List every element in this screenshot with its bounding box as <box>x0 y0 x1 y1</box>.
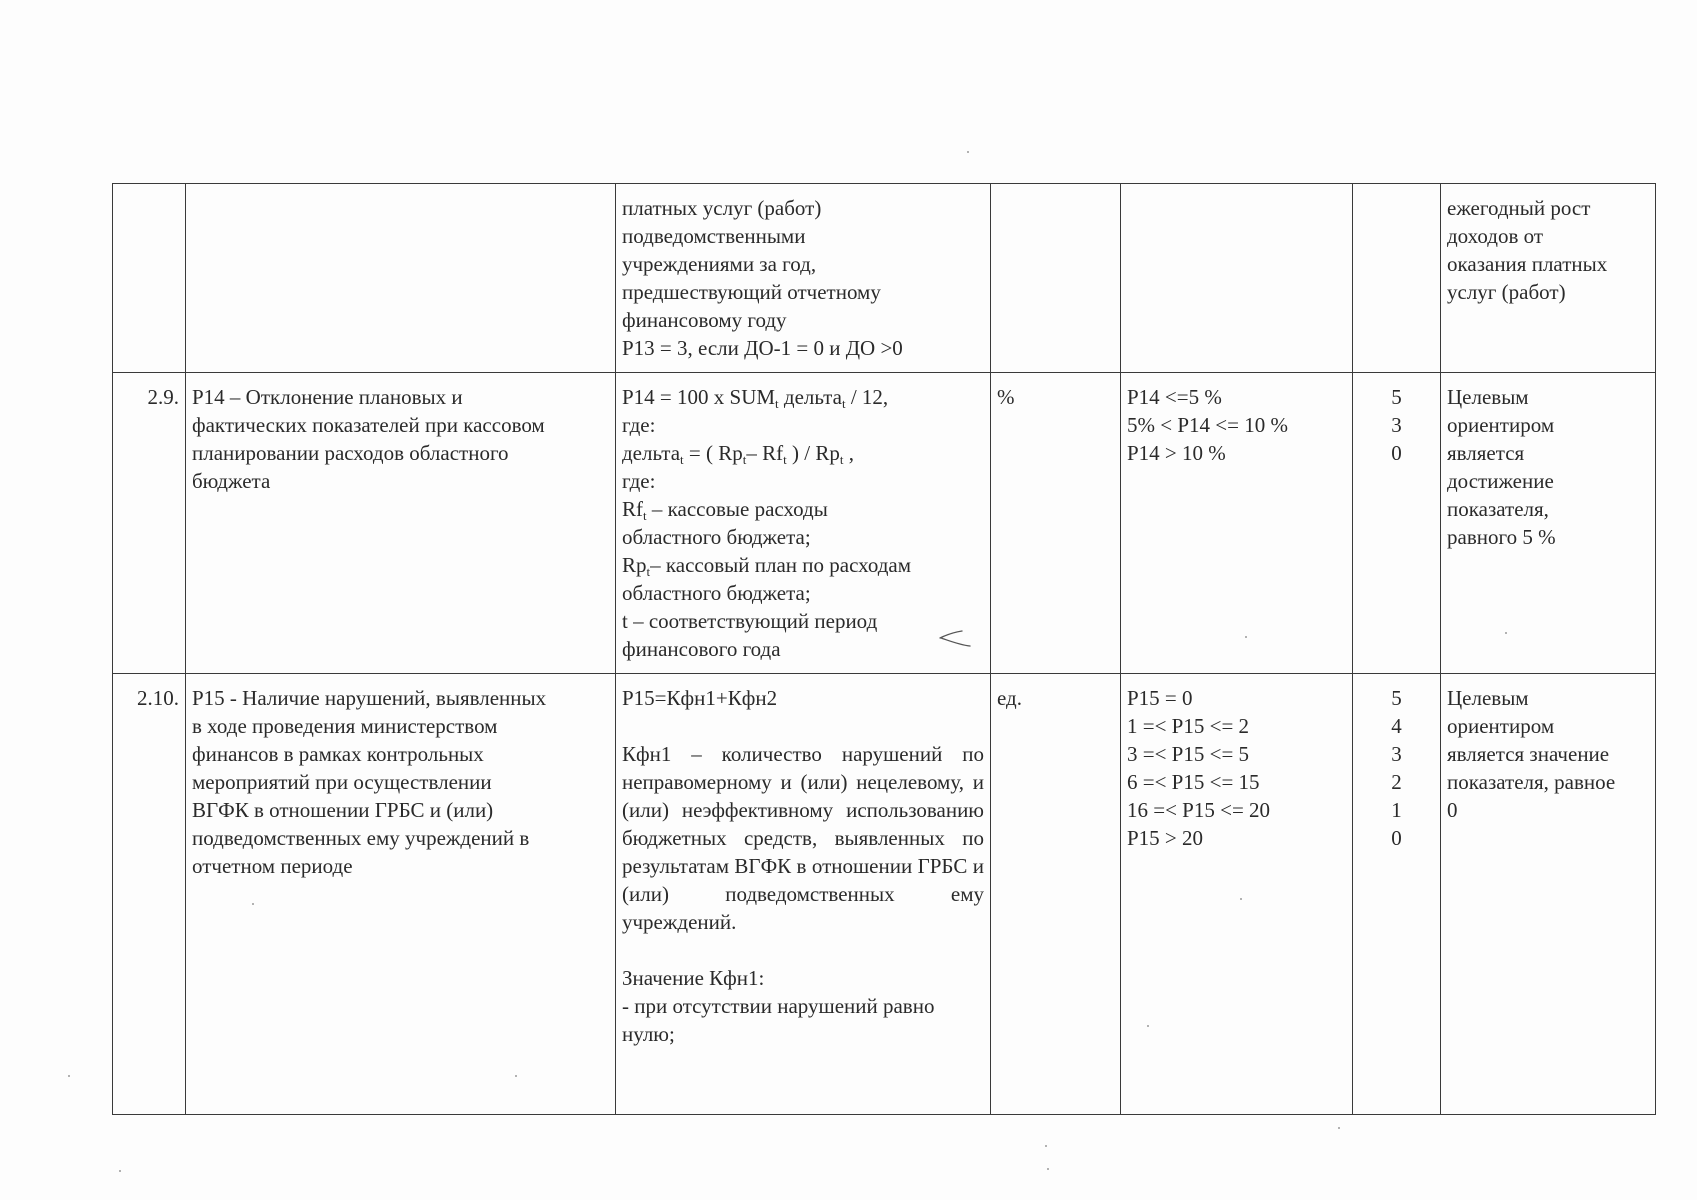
scan-speck <box>1147 1025 1149 1027</box>
points-value: 0 <box>1391 441 1402 465</box>
note-line: ориентиром <box>1447 714 1555 738</box>
scan-speck <box>1505 632 1507 634</box>
cell-formula <box>616 674 991 1115</box>
indicator-name-line: фактических показателей при кассовом <box>192 413 545 437</box>
cell-conditions <box>1121 184 1353 373</box>
note-line: Целевым <box>1447 385 1529 409</box>
formula-line: P15=Кфн1+Кфн2 <box>622 686 778 710</box>
indicator-name-line: в ходе проведения министерством <box>192 714 498 738</box>
cell-number <box>113 674 186 1115</box>
cell-points <box>1353 373 1441 674</box>
condition-line: P15 = 0 <box>1127 686 1193 710</box>
indicator-name-line: ВГФК в отношении ГРБС и (или) <box>192 798 494 822</box>
cell-conditions <box>1121 373 1353 674</box>
formula-line: учреждениями за год, <box>622 252 817 276</box>
unit-label: % <box>997 385 1015 409</box>
scan-speck <box>1245 636 1247 638</box>
scan-speck <box>1338 1127 1340 1129</box>
scan-speck <box>1045 1145 1047 1147</box>
spacer <box>622 712 984 740</box>
formula-line: $Rp_t-$ кассовый план по расходам <box>622 553 912 579</box>
note-line: услуг (работ) <box>1447 280 1566 304</box>
table-row <box>113 184 1656 373</box>
points-value: 1 <box>1391 798 1402 822</box>
cell-formula <box>616 373 991 674</box>
formula-line: P13 = 3, если ДО-1 = 0 и ДО >0 <box>622 336 903 360</box>
indicator-name-line: отчетном периоде <box>192 854 353 878</box>
formula-line: - при отсутствии нарушений равно <box>622 994 935 1018</box>
note-line: ежегодный рост <box>1447 196 1591 220</box>
cell-number <box>113 184 186 373</box>
condition-line: 3 =< P15 <= 5 <box>1127 742 1250 766</box>
note-line: показателя, равное <box>1447 770 1616 794</box>
indicator-name-line: подведомственных ему учреждений в <box>192 826 530 850</box>
formula-line: где: <box>622 469 656 493</box>
formula-line: нулю; <box>622 1022 675 1046</box>
table-row <box>113 373 1656 674</box>
formula-line: $Rf_t$ – кассовые расходы <box>622 497 828 523</box>
scan-speck <box>967 151 969 153</box>
points-value: 3 <box>1391 413 1402 437</box>
row-number: 2.10. <box>137 686 179 710</box>
table-row <box>113 674 1656 1115</box>
note-line: является значение <box>1447 742 1610 766</box>
indicator-name-line: финансов в рамках контрольных <box>192 742 484 766</box>
note-line: показателя, <box>1447 497 1549 521</box>
formula-line: областного бюджета; <box>622 581 811 605</box>
condition-line: P14 > 10 % <box>1127 441 1226 465</box>
cell-indicator-name <box>186 373 616 674</box>
formula-description: Кфн1 – количество нарушений по неправомерному и (или) нецелевому, и (или) неэффективному использованию бюджетных средств, выявленных по результатам ВГФК в отношении ГРБС и (или) подведомственных ему учреждений. <box>622 742 984 934</box>
note-line: 0 <box>1447 798 1458 822</box>
cell-conditions <box>1121 674 1353 1115</box>
indicator-name-line: P15 - Наличие нарушений, выявленных <box>192 686 547 710</box>
points-value: 3 <box>1391 742 1402 766</box>
cell-indicator-name <box>186 674 616 1115</box>
points-value: 5 <box>1391 686 1402 710</box>
scan-speck <box>1047 1168 1049 1170</box>
cell-number <box>113 373 186 674</box>
condition-line: P14 <=5 % <box>1127 385 1222 409</box>
scan-speck <box>1240 898 1242 900</box>
note-line: Целевым <box>1447 686 1529 710</box>
cell-note <box>1441 373 1656 674</box>
formula-line: где: <box>622 413 656 437</box>
spacer <box>622 936 984 964</box>
note-line: ориентиром <box>1447 413 1555 437</box>
condition-line: 16 =< P15 <= 20 <box>1127 798 1271 822</box>
note-line: является <box>1447 441 1525 465</box>
formula-line: финансовому году <box>622 308 787 332</box>
scan-speck <box>252 903 254 905</box>
cell-unit <box>991 373 1121 674</box>
condition-line: 6 =< P15 <= 15 <box>1127 770 1260 794</box>
cell-note <box>1441 674 1656 1115</box>
points-value: 0 <box>1391 826 1402 850</box>
formula-line: t – соответствующий период <box>622 609 878 633</box>
scan-speck <box>68 1075 70 1077</box>
formula-line: Значение Кфн1: <box>622 966 765 990</box>
cell-unit <box>991 184 1121 373</box>
condition-line: 5% < P14 <= 10 % <box>1127 413 1288 437</box>
note-line: доходов от <box>1447 224 1544 248</box>
points-value: 5 <box>1391 385 1402 409</box>
condition-line: 1 =< P15 <= 2 <box>1127 714 1250 738</box>
cell-indicator-name <box>186 184 616 373</box>
cell-points <box>1353 674 1441 1115</box>
scan-speck <box>515 1075 517 1077</box>
unit-label: ед. <box>997 686 1022 710</box>
note-line: оказания платных <box>1447 252 1608 276</box>
note-line: равного 5 % <box>1447 525 1556 549</box>
formula-line: платных услуг (работ) <box>622 196 822 220</box>
cell-points <box>1353 184 1441 373</box>
criteria-table <box>112 183 1656 1115</box>
formula-line: подведомственными <box>622 224 806 248</box>
formula-line: областного бюджета; <box>622 525 811 549</box>
note-line: достижение <box>1447 469 1554 493</box>
formula-line: предшествующий отчетному <box>622 280 881 304</box>
condition-line: P15 > 20 <box>1127 826 1204 850</box>
formula-line: P14 = 100 x $SUM_t$ дельта$_t$ / 12, <box>622 385 889 411</box>
formula-line: финансового года <box>622 637 781 661</box>
indicator-name-line: мероприятий при осуществлении <box>192 770 492 794</box>
row-number: 2.9. <box>147 385 179 409</box>
indicator-name-line: P14 – Отклонение плановых и <box>192 385 463 409</box>
formula-line: дельта$_t$ = ( $Rp_t-$ $Rf_t$ ) / $Rp_t$ , <box>622 441 854 467</box>
handwritten-mark-icon <box>938 630 972 648</box>
indicator-name-line: планировании расходов областного <box>192 441 509 465</box>
cell-note <box>1441 184 1656 373</box>
points-value: 4 <box>1391 714 1402 738</box>
cell-unit <box>991 674 1121 1115</box>
scan-speck <box>119 1170 121 1172</box>
indicator-name-line: бюджета <box>192 469 271 493</box>
points-value: 2 <box>1391 770 1402 794</box>
cell-formula <box>616 184 991 373</box>
